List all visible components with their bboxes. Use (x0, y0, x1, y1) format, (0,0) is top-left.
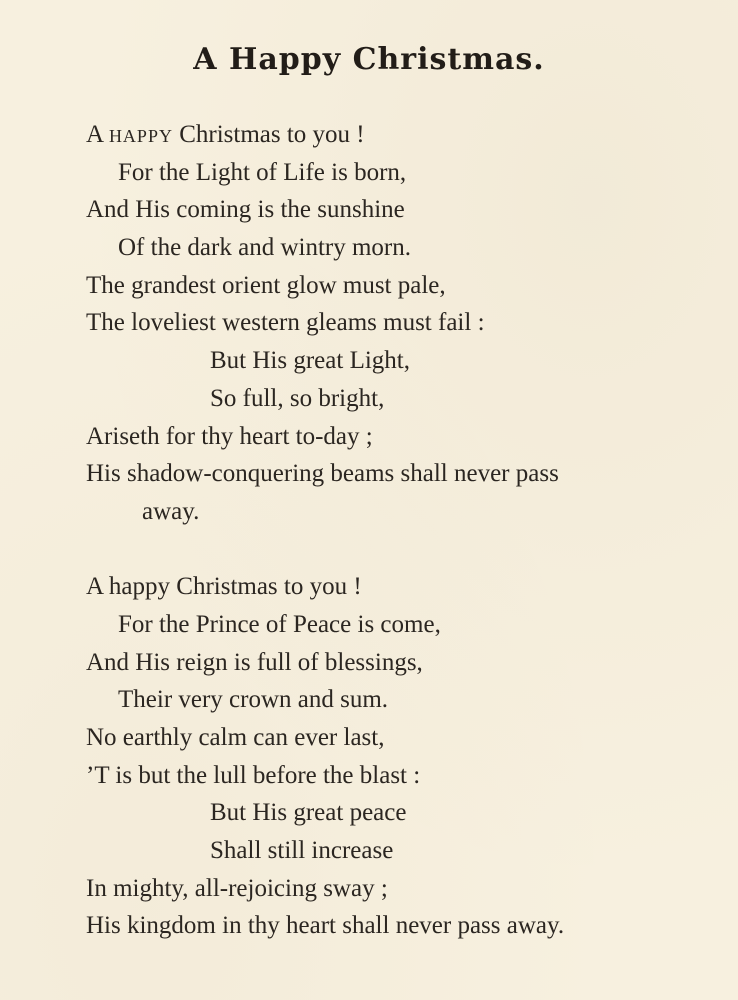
poem-body (86, 116, 726, 945)
poem-line: In mighty, all-rejoicing sway ; (86, 874, 388, 902)
poem-line: The grandest orient glow must pale, (86, 271, 446, 299)
line-text: Christmas to you ! (172, 121, 365, 148)
poem-line: Ariseth for thy heart to-day ; (86, 422, 373, 450)
poem-title: A Happy Christmas. (193, 42, 545, 77)
stanza-1 (86, 116, 726, 531)
poem-line: Shall still increase (210, 837, 394, 865)
poem-line: Their very crown and sum. (118, 686, 389, 714)
poem-line: His shadow-conquering beams shall never pass (86, 460, 559, 488)
poem-line: His kingdom in thy heart shall never pass away. (86, 912, 565, 940)
poem-line (86, 116, 726, 154)
poem-line: But His great Light, (210, 347, 410, 375)
poem-line: So full, so bright, (210, 384, 385, 412)
poem-line: A happy Christmas to you ! (86, 573, 362, 601)
poem-line: But His great peace (210, 799, 407, 827)
poem-line: Of the dark and wintry morn. (118, 234, 411, 262)
poem-line: away. (142, 497, 200, 525)
line-text: A (86, 121, 109, 148)
poem-line: For the Prince of Peace is come, (118, 610, 441, 638)
line-text-smallcaps: happy (108, 121, 173, 148)
stanza-gap (86, 531, 726, 569)
poem-line: And His coming is the sunshine (86, 196, 405, 224)
poem-line: ’T is but the lull before the blast : (86, 761, 421, 789)
poem-line: And His reign is full of blessings, (86, 648, 423, 676)
poem-line: No earthly calm can ever last, (86, 724, 385, 751)
poem-line: The loveliest western gleams must fail : (86, 309, 485, 337)
poem-line: For the Light of Life is born, (118, 158, 407, 186)
stanza-2 (86, 568, 726, 945)
